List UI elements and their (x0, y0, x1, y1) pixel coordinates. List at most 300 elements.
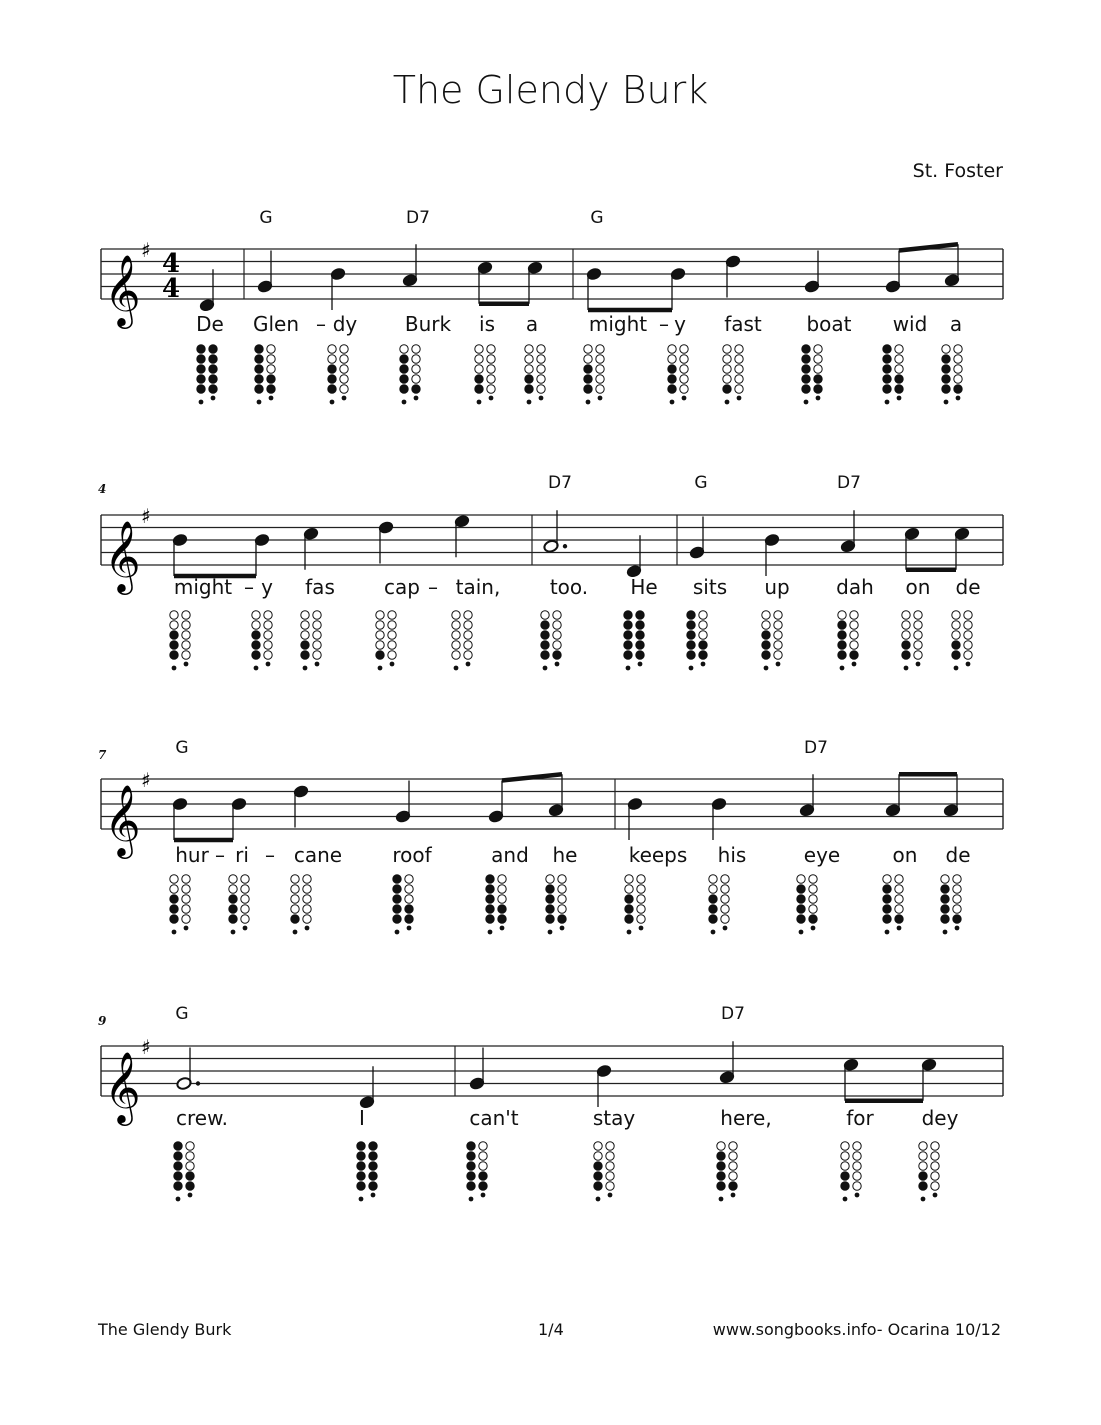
ocarina-hole (941, 915, 949, 923)
ocarina-thumb-hole (689, 666, 694, 671)
ocarina-hole (636, 631, 644, 639)
ocarina-thumb-hole (626, 666, 631, 671)
ocarina-hole (487, 365, 495, 373)
ocarina-thumb-hole (840, 666, 845, 671)
ocarina-thumb-hole (500, 926, 505, 931)
ocarina-hole (479, 1162, 487, 1170)
ocarina-hole (376, 611, 384, 619)
ocarina-hole (182, 885, 190, 893)
ocarina-hole (229, 895, 237, 903)
ocarina-hole (558, 875, 566, 883)
ocarina-hole (717, 1162, 725, 1170)
ocarina-hole (291, 895, 299, 903)
ocarina-hole (636, 641, 644, 649)
ocarina-hole (357, 1142, 365, 1150)
ocarina-thumb-hole (608, 1193, 613, 1198)
ocarina-hole (340, 345, 348, 353)
ocarina-hole (636, 621, 644, 629)
ocarina-hole (475, 375, 483, 383)
ocarina-hole (412, 355, 420, 363)
ocarina-hole (340, 375, 348, 383)
ocarina-thumb-hole (469, 1197, 474, 1202)
ocarina-hole (952, 621, 960, 629)
ocarina-hole (596, 365, 604, 373)
ocarina-hole (182, 621, 190, 629)
sharp-icon: ♯ (141, 1035, 151, 1059)
ocarina-hole (464, 621, 472, 629)
ocarina-thumb-hole (682, 396, 687, 401)
ocarina-hole (525, 375, 533, 383)
ocarina-hole (699, 641, 707, 649)
ocarina-hole (729, 1162, 737, 1170)
lyric-syllable: a (525, 312, 539, 336)
lyric-syllable: crew. (176, 1106, 228, 1130)
ocarina-hole (680, 375, 688, 383)
ocarina-thumb-hole (254, 666, 259, 671)
ocarina-thumb-hole (211, 396, 216, 401)
ocarina-hole (709, 875, 717, 883)
ocarina-thumb-hole (315, 662, 320, 667)
ocarina-hole (412, 365, 420, 373)
lyric-syllable: – (316, 312, 326, 336)
lyric-syllable: – (659, 312, 669, 336)
ocarina-hole (762, 651, 770, 659)
ocarina-hole (537, 375, 545, 383)
ocarina-thumb-hole (414, 396, 419, 401)
ocarina-hole (709, 895, 717, 903)
lyric-syllable: – (428, 575, 438, 599)
ocarina-hole (802, 355, 810, 363)
ocarina-hole (721, 895, 729, 903)
ocarina-hole (197, 365, 205, 373)
ocarina-hole (405, 875, 413, 883)
ocarina-hole (553, 641, 561, 649)
ocarina-hole (486, 905, 494, 913)
ocarina-hole (809, 875, 817, 883)
ocarina-thumb-hole (395, 930, 400, 935)
ocarina-hole (850, 651, 858, 659)
ocarina-hole (267, 385, 275, 393)
ocarina-hole (774, 621, 782, 629)
ocarina-hole (209, 375, 217, 383)
ocarina-thumb-hole (555, 662, 560, 667)
ocarina-hole (252, 631, 260, 639)
ocarina-hole (303, 885, 311, 893)
ocarina-hole (182, 641, 190, 649)
lyric-syllable: on (905, 575, 931, 599)
ocarina-hole (546, 915, 554, 923)
ocarina-hole (313, 631, 321, 639)
ocarina-hole (264, 631, 272, 639)
ocarina-hole (182, 875, 190, 883)
ocarina-hole (687, 651, 695, 659)
ocarina-hole (606, 1162, 614, 1170)
ocarina-hole (186, 1162, 194, 1170)
ocarina-hole (301, 621, 309, 629)
ocarina-hole (624, 651, 632, 659)
ocarina-hole (479, 1142, 487, 1150)
ocarina-hole (797, 895, 805, 903)
ocarina-hole (229, 915, 237, 923)
ocarina-hole (267, 355, 275, 363)
lyric-syllable: De (196, 312, 224, 336)
ocarina-hole (850, 611, 858, 619)
ocarina-hole (537, 365, 545, 373)
ocarina-hole (919, 1162, 927, 1170)
composer: St. Foster (912, 160, 1003, 182)
ocarina-hole (895, 875, 903, 883)
ocarina-hole (452, 631, 460, 639)
lyric-syllable: for (846, 1106, 874, 1130)
ocarina-hole (255, 375, 263, 383)
ocarina-hole (802, 385, 810, 393)
ocarina-hole (953, 885, 961, 893)
ocarina-hole (964, 651, 972, 659)
ocarina-hole (883, 895, 891, 903)
chord-symbol: G (590, 208, 604, 228)
ocarina-hole (405, 895, 413, 903)
ocarina-hole (809, 905, 817, 913)
ocarina-thumb-hole (390, 662, 395, 667)
ocarina-thumb-hole (199, 400, 204, 405)
ocarina-hole (606, 1152, 614, 1160)
ocarina-hole (525, 345, 533, 353)
ocarina-hole (170, 621, 178, 629)
ocarina-hole (241, 895, 249, 903)
ocarina-hole (883, 385, 891, 393)
ocarina-hole (624, 631, 632, 639)
lyric-syllable: y (674, 312, 686, 336)
ocarina-thumb-hole (172, 930, 177, 935)
ocarina-hole (486, 915, 494, 923)
ocarina-hole (914, 631, 922, 639)
ocarina-hole (170, 915, 178, 923)
ocarina-thumb-hole (407, 926, 412, 931)
ocarina-thumb-hole (293, 930, 298, 935)
lyric-syllable: boat (806, 312, 852, 336)
ocarina-hole (467, 1142, 475, 1150)
chord-symbol: D7 (548, 473, 572, 493)
ocarina-hole (914, 651, 922, 659)
ocarina-hole (624, 611, 632, 619)
measure-number: 9 (98, 1014, 107, 1028)
ocarina-hole (174, 1162, 182, 1170)
ocarina-hole (838, 641, 846, 649)
lyric-syllable: de (955, 575, 981, 599)
ocarina-hole (964, 611, 972, 619)
ocarina-hole (241, 915, 249, 923)
ocarina-hole (479, 1152, 487, 1160)
ocarina-hole (255, 345, 263, 353)
ocarina-hole (809, 895, 817, 903)
ocarina-thumb-hole (596, 1197, 601, 1202)
ocarina-hole (952, 641, 960, 649)
ocarina-hole (594, 1142, 602, 1150)
ocarina-hole (301, 631, 309, 639)
ocarina-hole (252, 641, 260, 649)
lyric-syllable: ri (235, 843, 249, 867)
ocarina-hole (941, 895, 949, 903)
ocarina-hole (853, 1172, 861, 1180)
ocarina-thumb-hole (371, 1193, 376, 1198)
lyric-syllable: de (945, 843, 971, 867)
ocarina-hole (902, 651, 910, 659)
ocarina-hole (853, 1162, 861, 1170)
ocarina-thumb-hole (956, 396, 961, 401)
ocarina-hole (400, 375, 408, 383)
ocarina-hole (400, 355, 408, 363)
ocarina-hole (774, 611, 782, 619)
footer-title: The Glendy Burk (98, 1320, 232, 1339)
ocarina-hole (596, 385, 604, 393)
lyric-syllable: is (479, 312, 495, 336)
ocarina-hole (762, 611, 770, 619)
ocarina-hole (721, 885, 729, 893)
ocarina-hole (182, 631, 190, 639)
ocarina-hole (964, 641, 972, 649)
ocarina-hole (931, 1162, 939, 1170)
ocarina-hole (841, 1142, 849, 1150)
ocarina-hole (624, 621, 632, 629)
ocarina-hole (486, 895, 494, 903)
ocarina-hole (953, 905, 961, 913)
ocarina-hole (721, 915, 729, 923)
ocarina-hole (546, 875, 554, 883)
ocarina-hole (680, 385, 688, 393)
ocarina-hole (209, 385, 217, 393)
ocarina-hole (952, 631, 960, 639)
ocarina-hole (498, 885, 506, 893)
ocarina-thumb-hole (489, 396, 494, 401)
ocarina-hole (340, 385, 348, 393)
ocarina-hole (475, 385, 483, 393)
lyric-syllable: he (552, 843, 578, 867)
ocarina-hole (186, 1182, 194, 1190)
ocarina-thumb-hole (638, 662, 643, 667)
lyric-syllable: roof (392, 843, 432, 867)
ocarina-hole (393, 875, 401, 883)
ocarina-hole (170, 905, 178, 913)
ocarina-hole (301, 611, 309, 619)
ocarina-hole (584, 365, 592, 373)
ocarina-thumb-hole (359, 1197, 364, 1202)
ocarina-thumb-hole (921, 1197, 926, 1202)
footer-source: www.songbooks.info- Ocarina 10/12 (712, 1320, 1001, 1339)
ocarina-hole (170, 611, 178, 619)
ocarina-hole (498, 915, 506, 923)
ocarina-thumb-hole (454, 666, 459, 671)
ocarina-hole (452, 641, 460, 649)
lyric-syllable: eye (803, 843, 841, 867)
ocarina-hole (637, 915, 645, 923)
ocarina-thumb-hole (172, 666, 177, 671)
ocarina-hole (942, 355, 950, 363)
lyric-syllable: a (949, 312, 963, 336)
ocarina-hole (558, 885, 566, 893)
ocarina-hole (895, 375, 903, 383)
ocarina-hole (357, 1172, 365, 1180)
ocarina-hole (941, 875, 949, 883)
measure-number: 7 (98, 748, 107, 762)
footer-page-number: 1/4 (538, 1320, 564, 1339)
ocarina-thumb-hole (804, 400, 809, 405)
ocarina-hole (774, 641, 782, 649)
ocarina-hole (182, 905, 190, 913)
ocarina-hole (241, 885, 249, 893)
ocarina-hole (267, 345, 275, 353)
ocarina-thumb-hole (243, 926, 248, 931)
ocarina-hole (895, 355, 903, 363)
ocarina-hole (637, 895, 645, 903)
ocarina-hole (252, 621, 260, 629)
ocarina-hole (668, 365, 676, 373)
ocarina-hole (229, 875, 237, 883)
ocarina-hole (838, 631, 846, 639)
ocarina-hole (699, 621, 707, 629)
ocarina-hole (596, 345, 604, 353)
ocarina-hole (487, 385, 495, 393)
ocarina-hole (452, 651, 460, 659)
ocarina-hole (723, 355, 731, 363)
ocarina-hole (400, 385, 408, 393)
ocarina-hole (931, 1182, 939, 1190)
ocarina-hole (723, 375, 731, 383)
lyric-syllable: dey (921, 1106, 959, 1130)
ocarina-hole (479, 1182, 487, 1190)
augmentation-dot (196, 1081, 200, 1085)
ocarina-thumb-hole (711, 930, 716, 935)
ocarina-hole (954, 345, 962, 353)
ocarina-hole (814, 345, 822, 353)
ocarina-hole (197, 355, 205, 363)
ocarina-hole (853, 1182, 861, 1190)
ocarina-hole (209, 355, 217, 363)
lyric-syllable: too. (549, 575, 589, 599)
ocarina-hole (303, 905, 311, 913)
ocarina-hole (182, 651, 190, 659)
ocarina-hole (809, 915, 817, 923)
ocarina-hole (209, 345, 217, 353)
ocarina-hole (170, 895, 178, 903)
lyric-syllable: cap (384, 575, 420, 599)
ocarina-hole (723, 345, 731, 353)
ocarina-hole (636, 651, 644, 659)
ocarina-hole (883, 355, 891, 363)
lyric-syllable: wid (892, 312, 928, 336)
ocarina-hole (802, 375, 810, 383)
ocarina-thumb-hole (943, 930, 948, 935)
lyric-syllable: his (717, 843, 747, 867)
ocarina-thumb-hole (904, 666, 909, 671)
ocarina-hole (809, 885, 817, 893)
ocarina-hole (814, 355, 822, 363)
ocarina-hole (883, 375, 891, 383)
ocarina-hole (914, 621, 922, 629)
ocarina-hole (721, 905, 729, 913)
ocarina-hole (376, 641, 384, 649)
ocarina-thumb-hole (176, 1197, 181, 1202)
ocarina-thumb-hole (257, 400, 262, 405)
ocarina-hole (699, 631, 707, 639)
ocarina-thumb-hole (737, 396, 742, 401)
ocarina-hole (328, 385, 336, 393)
ocarina-hole (883, 905, 891, 913)
ocarina-thumb-hole (466, 662, 471, 667)
ocarina-hole (762, 621, 770, 629)
ocarina-hole (369, 1162, 377, 1170)
ocarina-thumb-hole (598, 396, 603, 401)
ocarina-hole (709, 905, 717, 913)
ocarina-hole (717, 1142, 725, 1150)
lyric-syllable: cane (293, 843, 343, 867)
ocarina-hole (895, 895, 903, 903)
ocarina-hole (942, 345, 950, 353)
ocarina-hole (814, 375, 822, 383)
ocarina-hole (174, 1142, 182, 1150)
lyric-syllable: fast (724, 312, 762, 336)
ocarina-hole (914, 641, 922, 649)
ocarina-hole (841, 1182, 849, 1190)
ocarina-hole (919, 1152, 927, 1160)
ocarina-hole (699, 611, 707, 619)
ocarina-hole (964, 631, 972, 639)
treble-clef-icon: 𝄞 (104, 783, 141, 856)
chord-symbol: G (175, 1004, 189, 1024)
ocarina-hole (186, 1172, 194, 1180)
ocarina-hole (625, 895, 633, 903)
ocarina-hole (883, 885, 891, 893)
ocarina-hole (357, 1162, 365, 1170)
ocarina-hole (498, 875, 506, 883)
chord-symbol: G (694, 473, 708, 493)
ocarina-hole (252, 611, 260, 619)
lyric-syllable: fas (305, 575, 335, 599)
ocarina-hole (895, 885, 903, 893)
ocarina-hole (467, 1182, 475, 1190)
lyric-syllable: can't (469, 1106, 519, 1130)
lyric-syllable: stay (592, 1106, 636, 1130)
lyric-syllable: Glen (252, 312, 300, 336)
ocarina-hole (487, 355, 495, 363)
ocarina-hole (255, 355, 263, 363)
ocarina-hole (376, 621, 384, 629)
ocarina-hole (486, 875, 494, 883)
lyric-syllable: – (265, 843, 275, 867)
ocarina-hole (452, 621, 460, 629)
ocarina-hole (174, 1172, 182, 1180)
ocarina-hole (186, 1142, 194, 1150)
time-signature: 4 (162, 274, 181, 304)
ocarina-hole (814, 385, 822, 393)
ocarina-hole (895, 365, 903, 373)
ocarina-hole (229, 885, 237, 893)
ocarina-hole (452, 611, 460, 619)
ocarina-hole (850, 641, 858, 649)
ocarina-hole (369, 1172, 377, 1180)
ocarina-hole (964, 621, 972, 629)
ocarina-thumb-hole (885, 400, 890, 405)
ocarina-hole (735, 365, 743, 373)
ocarina-hole (291, 885, 299, 893)
ocarina-hole (594, 1172, 602, 1180)
ocarina-thumb-hole (402, 400, 407, 405)
ocarina-thumb-hole (843, 1197, 848, 1202)
ocarina-hole (197, 375, 205, 383)
ocarina-hole (797, 905, 805, 913)
ocarina-thumb-hole (725, 400, 730, 405)
ocarina-thumb-hole (933, 1193, 938, 1198)
ocarina-hole (197, 385, 205, 393)
